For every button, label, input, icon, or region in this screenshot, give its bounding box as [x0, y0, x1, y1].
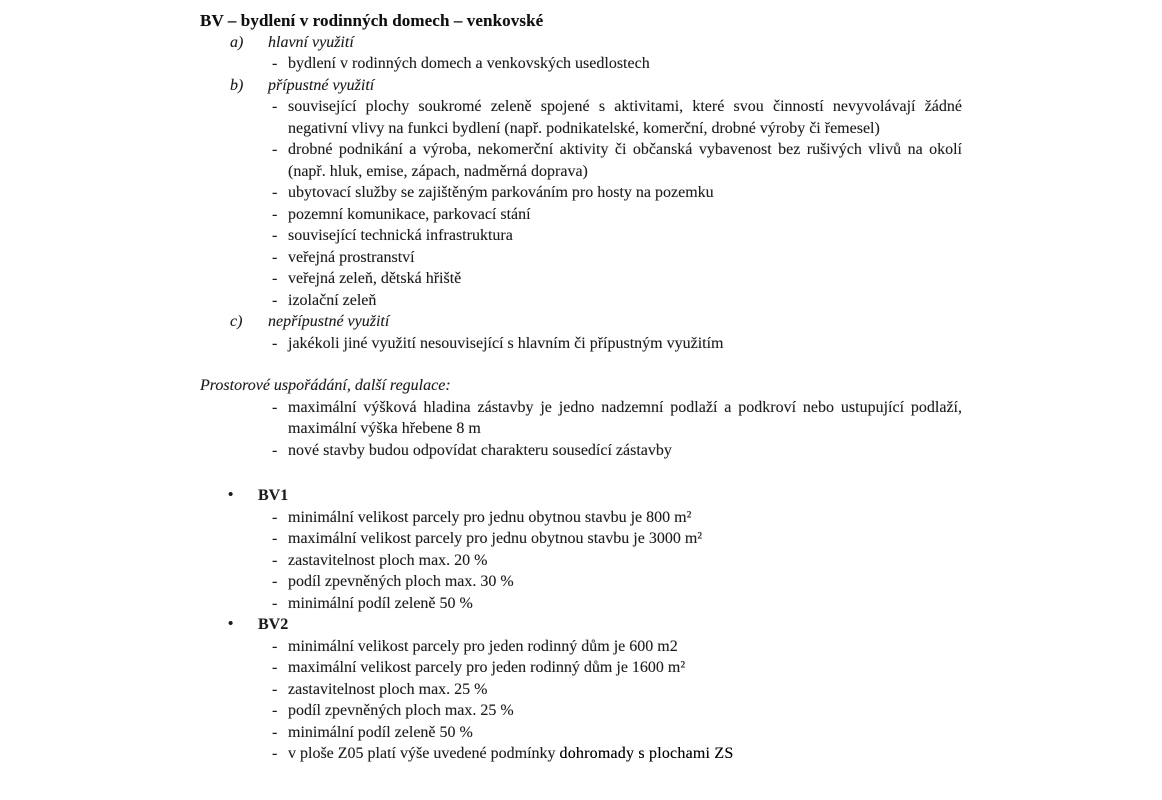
section-letter-a: a): [230, 33, 244, 51]
list-item-text: související plochy soukromé zeleně spojené s aktivitami, které svou činností nevyvolávají žádné negativní vlivy na funkci bydlení (např. podnikatelské, komerční, drobné výroby či řemesel): [288, 98, 962, 137]
list-item: [200, 722, 962, 744]
zone-name-bv1: BV1: [258, 487, 289, 504]
list-item-text: podíl zpevněných ploch max. 25 %: [288, 702, 514, 719]
section-heading-c: [200, 311, 962, 333]
list-item-text: veřejná prostranství: [288, 248, 415, 266]
list-item: [200, 440, 962, 462]
list-item-text: jakékoli jiné využití nesouvisející s hlavním či přípustným využitím: [288, 334, 724, 352]
section-title-a: hlavní využití: [268, 33, 354, 51]
section-heading-b: [200, 75, 962, 97]
list-item-text: zastavitelnost ploch max. 20 %: [288, 551, 488, 569]
list-item-text: minimální velikost parcely pro jeden rodinný dům je 600 m2: [288, 637, 678, 655]
list-item-text: zastavitelnost ploch max. 25 %: [288, 680, 488, 698]
document-title: BV – bydlení v rodinných domech – venkovské: [200, 11, 544, 30]
list-item: [200, 268, 962, 290]
zone-heading-bv1: [200, 485, 962, 507]
list-item: [200, 290, 962, 312]
list-item-text: minimální velikost parcely pro jednu obytnou stavbu je 800 m²: [288, 508, 692, 526]
list-item: [200, 225, 962, 247]
list-item-text: maximální výšková hladina zástavby je jedno nadzemní podlaží a podkroví nebo ustupující podlaží, maximální výška hřebene 8 m: [288, 398, 962, 437]
list-item: [200, 700, 962, 722]
list-item: [200, 593, 962, 615]
list-item: [200, 679, 962, 701]
list-item: [200, 247, 962, 269]
list-item-text: minimální podíl zeleně 50 %: [288, 723, 473, 741]
list-item: [200, 528, 962, 550]
list-item: [200, 204, 962, 226]
z05-note-prefix: v ploše Z05 platí výše uvedené podmínky: [288, 745, 560, 762]
list-item: [200, 397, 962, 440]
list-item: [200, 636, 962, 658]
list-item: [200, 53, 962, 75]
list-item-text: ubytovací služby se zajištěným parkováním pro hosty na pozemku: [288, 184, 714, 201]
z05-note-suffix: dohromady s plochami ZS: [559, 745, 734, 762]
list-item-text: minimální podíl zeleně 50 %: [288, 594, 473, 612]
list-item: [200, 182, 962, 204]
section-title-b: přípustné využití: [268, 76, 375, 94]
list-item-text: veřejná zeleň, dětská hřiště: [288, 270, 462, 287]
list-item-text: maximální velikost parcely pro jednu obytnou stavbu je 3000 m²: [288, 530, 703, 547]
list-item: [200, 507, 962, 529]
list-item: [200, 657, 962, 679]
zone-heading-bv2: [200, 614, 962, 636]
list-item: [200, 550, 962, 572]
list-item-text: související technická infrastruktura: [288, 227, 513, 244]
list-item: [200, 139, 962, 182]
list-item-text: bydlení v rodinných domech a venkovských usedlostech: [288, 55, 650, 72]
document-body: [200, 10, 962, 765]
list-item: [200, 96, 962, 139]
list-item-text: drobné podnikání a výroba, nekomerční aktivity či občanská vybavenost bez rušivých vlivů na okolí (např. hluk, emise, zápach, nadměrná doprava): [288, 141, 962, 180]
spatial-heading: Prostorové uspořádání, další regulace:: [200, 377, 451, 394]
section-title-c: nepřípustné využití: [268, 313, 390, 330]
list-item-text: pozemní komunikace, parkovací stání: [288, 205, 531, 223]
list-item-text: izolační zeleň: [288, 291, 377, 309]
section-heading-a: [200, 32, 962, 54]
list-item: [200, 333, 962, 355]
zone-name-bv2: BV2: [258, 616, 289, 633]
section-letter-c: c): [230, 313, 243, 330]
section-letter-b: b): [230, 76, 244, 94]
list-item-text: nové stavby budou odpovídat charakteru sousedící zástavby: [288, 441, 672, 459]
list-item-z05-note: [200, 743, 962, 765]
list-item-text: podíl zpevněných ploch max. 30 %: [288, 573, 514, 590]
list-item-text: maximální velikost parcely pro jeden rodinný dům je 1600 m²: [288, 659, 686, 676]
list-item: [200, 571, 962, 593]
